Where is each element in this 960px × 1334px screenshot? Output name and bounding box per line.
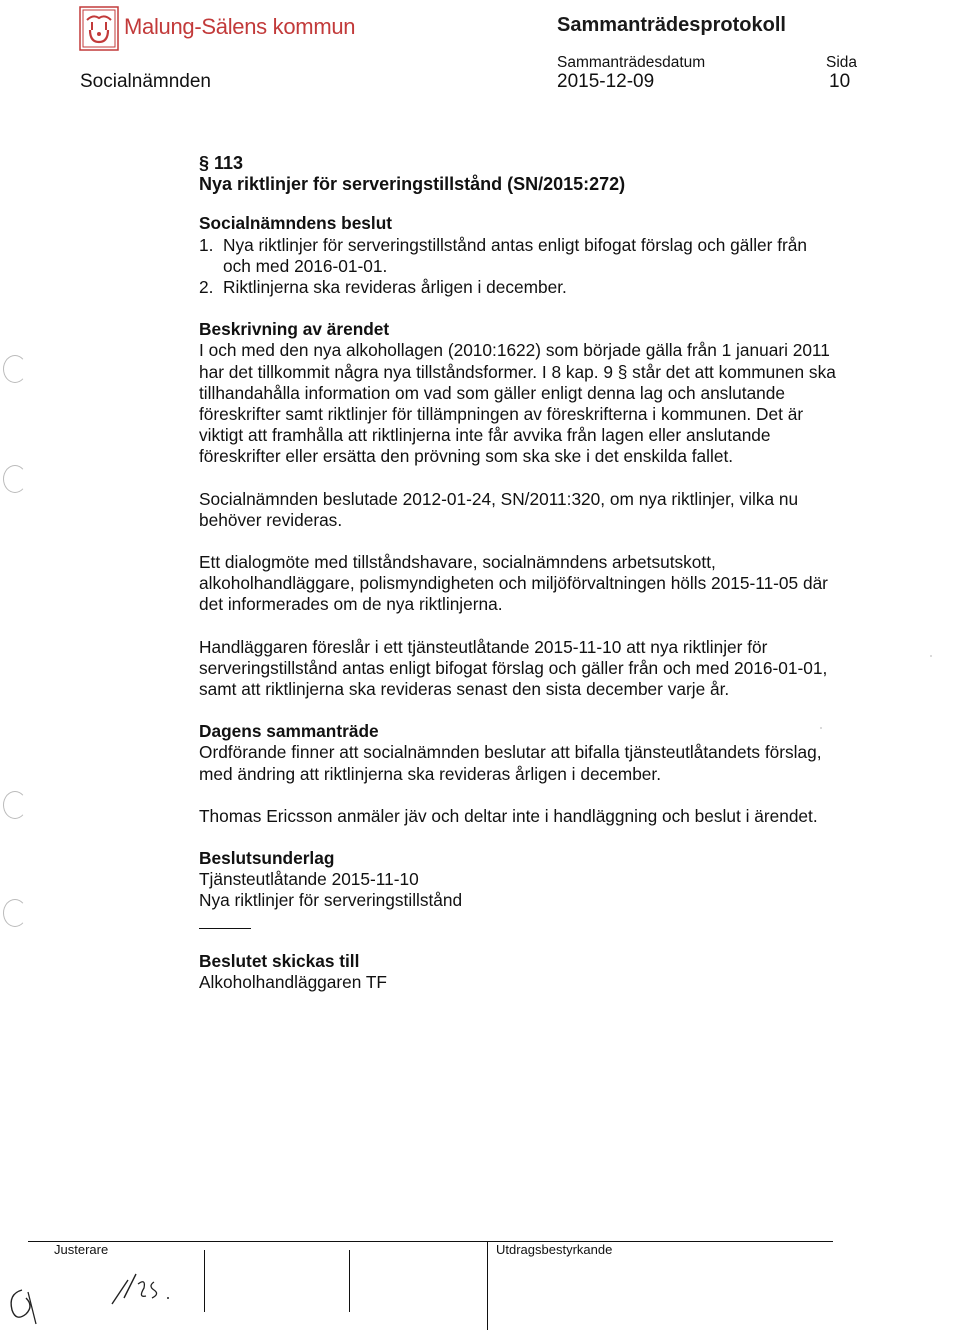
meeting-heading: Dagens sammanträde — [199, 721, 379, 742]
description-heading: Beskrivning av ärendet — [199, 319, 390, 340]
footer-rule — [28, 1241, 833, 1242]
decision-list — [199, 235, 839, 299]
separator-line — [199, 928, 251, 929]
paragraph-title: Nya riktlinjer för serveringstillstånd (SN/2015:272) — [199, 174, 626, 195]
distribution-recipient: Alkoholhandläggaren TF — [199, 971, 387, 992]
basis-heading: Beslutsunderlag — [199, 848, 335, 869]
conflict-of-interest-text: Thomas Ericsson anmäler jäv och deltar inte i handläggning och beslut i ärendet. — [199, 805, 818, 826]
document-type: Sammanträdesprotokoll — [557, 14, 786, 36]
previous-decision-text: Socialnämnden beslutade 2012-01-24, SN/2011:320, om nya riktlinjer, vilka nu behöver revideras. — [199, 488, 799, 530]
meeting-text: Ordförande finner att socialnämnden beslutar att bifalla tjänsteutlåtandets förslag, med ändring att riktlinjerna ska revideras årligen i december. — [199, 742, 822, 784]
meeting-date-value: 2015-12-09 — [557, 71, 655, 92]
extract-certification-label: Utdragsbestyrkande — [496, 1242, 613, 1257]
page-label: Sida — [826, 54, 858, 71]
basis-item: Tjänsteutlåtande 2015-11-10 — [199, 869, 419, 890]
punch-hole — [3, 899, 27, 927]
adjuster-initials-signature — [108, 1268, 178, 1308]
signature-divider — [204, 1250, 205, 1312]
chair-initials-signature — [4, 1284, 44, 1326]
decision-item — [199, 277, 839, 298]
decision-item-text: Riktlinjerna ska revideras årligen i december. — [223, 277, 567, 298]
basis-item: Nya riktlinjer för serveringstillstånd — [199, 890, 463, 911]
punch-hole — [3, 465, 27, 493]
punch-hole — [3, 791, 27, 819]
organization-name: Malung-Sälens kommun — [124, 14, 356, 39]
paragraph-number: § 113 — [199, 153, 244, 173]
dialogue-meeting-text: Ett dialogmöte med tillståndshavare, socialnämndens arbetsutskott, alkoholhandläggare, polismyndigheten och miljöförvaltningen hölls 2015-11-05 där det informerades om de nya riktlinjerna. — [199, 552, 828, 615]
signature-divider — [349, 1250, 350, 1312]
scan-speck — [930, 655, 932, 657]
decision-heading: Socialnämndens beslut — [199, 213, 393, 234]
decision-item-number: 1. — [199, 234, 214, 255]
meeting-date-label: Sammanträdesdatum — [557, 54, 706, 71]
description-text: I och med den nya alkohollagen (2010:1622) som började gälla från 1 januari 2011 har det tillkommit några nya tillståndsformer. I 8 kap. 9 § står det att kommunen ska tillhandahålla information om vad som gäller enligt denna lag och anslutande föreskrifter samt riktlinjer för tillämpningen av föreskrifterna i kommunen. Det är viktigt att framhålla att riktlinjerna inte får avvika från lagen eller anslutande föreskrifter eller ersätta den prövning som ska ske i det enskilda fallet. — [199, 340, 836, 467]
minutes-content — [199, 153, 839, 993]
officer-proposal-text: Handläggaren föreslår i ett tjänsteutlåtande 2015-11-10 att nya riktlinjer för serveringstillstånd antas enligt bifogat förslag och gäller från och med 2016-01-01, samt att riktlinjerna ska revideras senast den sista december varje år. — [199, 636, 828, 700]
page-number: 10 — [829, 71, 851, 92]
adjusters-label: Justerare — [54, 1242, 109, 1257]
municipality-logo — [79, 6, 119, 51]
decision-item — [199, 235, 839, 277]
decision-item-text: Nya riktlinjer för serveringstillstånd antas enligt bifogat förslag och gäller från och med 2016-01-01. — [223, 234, 808, 276]
distribution-heading: Beslutet skickas till — [199, 950, 360, 971]
signature-divider — [487, 1242, 488, 1330]
committee-name: Socialnämnden — [80, 71, 211, 92]
punch-hole — [3, 355, 27, 383]
decision-item-number: 2. — [199, 277, 214, 298]
